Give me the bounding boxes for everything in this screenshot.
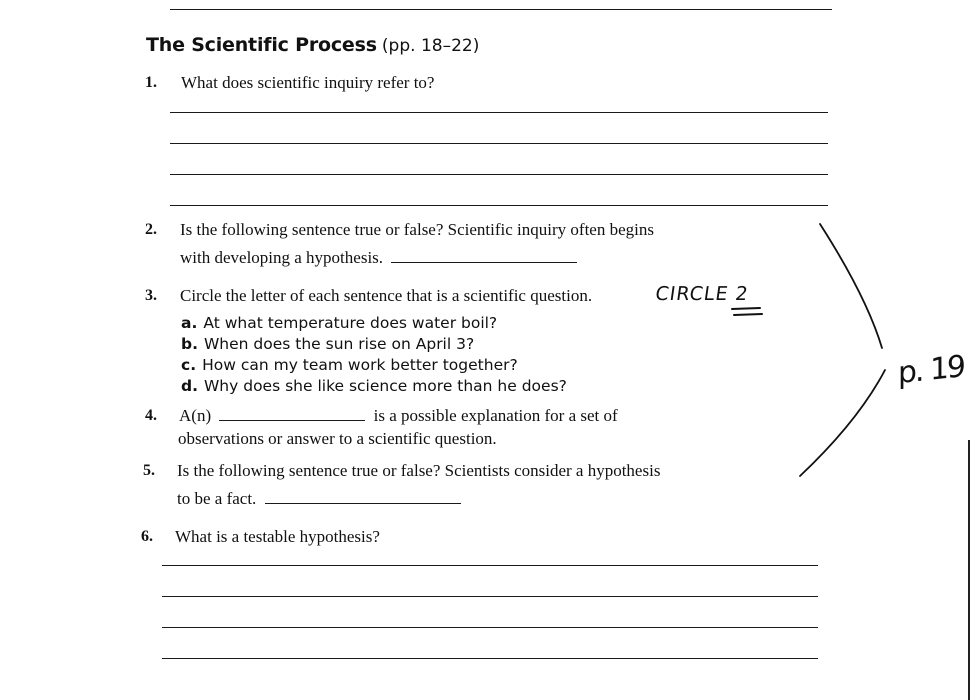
answer-line[interactable] bbox=[170, 174, 828, 175]
option-letter: c. bbox=[181, 356, 197, 374]
question-5 bbox=[143, 461, 661, 480]
section-pages: (pp. 18–22) bbox=[381, 36, 480, 56]
question-text: What does scientific inquiry refer to? bbox=[181, 73, 435, 92]
option-a[interactable] bbox=[181, 314, 497, 332]
question-text-suffix: is a possible explanation for a set of bbox=[373, 406, 618, 425]
question-number: 4. bbox=[145, 407, 157, 424]
option-text: Why does she like science more than he does? bbox=[203, 377, 567, 395]
answer-line[interactable] bbox=[162, 596, 818, 597]
top-rule bbox=[170, 9, 832, 10]
question-text-line1: Is the following sentence true or false? Scientific inquiry often begins bbox=[180, 220, 654, 239]
answer-blank[interactable] bbox=[219, 419, 365, 421]
question-number: 1. bbox=[145, 74, 157, 91]
question-number: 2. bbox=[145, 221, 157, 238]
option-text: When does the sun rise on April 3? bbox=[203, 335, 475, 353]
option-text: At what temperature does water boil? bbox=[203, 314, 498, 332]
option-letter: a. bbox=[181, 314, 198, 332]
answer-line[interactable] bbox=[170, 112, 828, 113]
option-letter: d. bbox=[181, 377, 198, 395]
question-number: 3. bbox=[145, 287, 157, 304]
question-text-line2: to be a fact. bbox=[177, 489, 257, 508]
double-underline-mark bbox=[730, 305, 764, 319]
option-letter: b. bbox=[181, 335, 198, 353]
question-4-line2 bbox=[178, 429, 497, 449]
handwritten-circle-note: CIRCLE 2 bbox=[653, 283, 751, 305]
question-text-prefix: A(n) bbox=[179, 406, 212, 425]
question-text: Circle the letter of each sentence that is a scientific question. bbox=[180, 286, 593, 305]
answer-line[interactable] bbox=[162, 565, 818, 566]
handwritten-page-note: p. 19 bbox=[898, 349, 964, 392]
scan-edge-line bbox=[968, 440, 970, 700]
option-text: How can my team work better together? bbox=[202, 356, 518, 374]
option-c[interactable] bbox=[181, 356, 518, 374]
question-5-line2 bbox=[177, 489, 461, 509]
option-d[interactable] bbox=[181, 377, 567, 395]
question-3 bbox=[145, 286, 593, 305]
question-1 bbox=[145, 73, 435, 92]
question-text: What is a testable hypothesis? bbox=[175, 527, 380, 546]
question-4-line1 bbox=[179, 406, 618, 426]
question-text-line2: with developing a hypothesis. bbox=[180, 248, 384, 267]
question-2-line2 bbox=[180, 248, 577, 268]
question-2 bbox=[145, 220, 654, 239]
answer-line[interactable] bbox=[162, 658, 818, 659]
question-4 bbox=[145, 407, 157, 425]
answer-line[interactable] bbox=[162, 627, 818, 628]
question-6 bbox=[141, 527, 380, 546]
answer-blank[interactable] bbox=[265, 502, 461, 504]
question-number: 5. bbox=[143, 462, 155, 479]
option-b[interactable] bbox=[181, 335, 474, 353]
answer-line[interactable] bbox=[170, 143, 828, 144]
section-title: The Scientific Process bbox=[146, 34, 377, 56]
answer-blank[interactable] bbox=[391, 261, 577, 263]
section-heading bbox=[146, 34, 479, 56]
question-number: 6. bbox=[141, 528, 153, 545]
question-text-line2: observations or answer to a scientific question. bbox=[178, 429, 497, 448]
answer-line[interactable] bbox=[170, 205, 828, 206]
bracket-mark bbox=[790, 218, 890, 483]
question-text-line1: Is the following sentence true or false? Scientists consider a hypothesis bbox=[177, 461, 661, 480]
